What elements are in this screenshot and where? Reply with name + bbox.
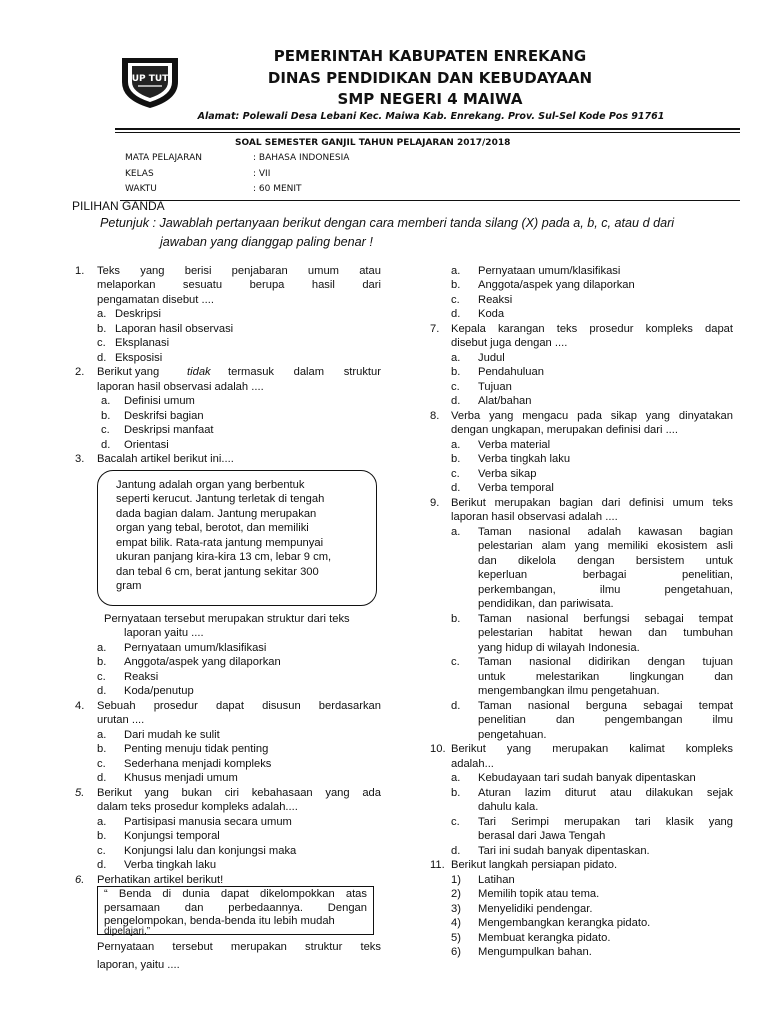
option-text: Reaksi: [478, 294, 513, 306]
question-emphasis: tidak: [187, 366, 211, 378]
step-number: 6): [451, 946, 461, 958]
question-text: termasuk dalam struktur: [228, 366, 381, 378]
article-line: Jantung adalah organ yang berbentuk: [116, 479, 305, 491]
article-line: “ Benda di dunia dapat dikelompokkan atas: [104, 888, 367, 900]
header-address: Alamat: Polewali Desa Lebani Kec. Maiwa Kab. Enrekang. Prov. Sul-Sel Kode Pos 91761: [197, 111, 665, 122]
option-text: dahulu kala.: [478, 801, 539, 813]
step-text: Membuat kerangka pidato.: [478, 932, 611, 944]
question-text: melaporkan sesuatu berupa hasil dari: [97, 279, 381, 291]
step-text: Menyelidiki pendengar.: [478, 903, 593, 915]
option-label: b.: [97, 656, 107, 668]
option-label: d.: [97, 685, 107, 697]
option-label: a.: [97, 308, 107, 320]
option-label: c.: [97, 845, 106, 857]
option-text: Anggota/aspek yang dilaporkan: [124, 656, 281, 668]
option-text: Partisipasi manusia secara umum: [124, 816, 292, 828]
meta-label: KELAS: [125, 169, 154, 179]
option-text: Taman nasional didirikan dengan tujuan: [478, 656, 733, 668]
option-text: pelestarian habitat hewan dan tumbuhan: [478, 627, 733, 639]
step-number: 1): [451, 874, 461, 886]
option-text: Tari Serimpi merupakan tari klasik yang: [478, 816, 733, 828]
option-text: Alat/bahan: [478, 395, 532, 407]
option-text: Laporan hasil observasi: [115, 323, 234, 335]
option-label: a.: [97, 816, 107, 828]
option-text: Deskripsi manfaat: [124, 424, 214, 436]
option-label: a.: [97, 729, 107, 741]
option-label: c.: [101, 424, 110, 436]
question-text: Berikut yang merupakan kalimat kompleks: [451, 743, 733, 755]
option-label: b.: [451, 787, 461, 799]
meta-value: : 60 MENIT: [253, 184, 302, 194]
option-text: Tujuan: [478, 381, 512, 393]
article-line: organ yang tebal, berotot, dan memiliki: [116, 522, 309, 534]
option-label: b.: [451, 613, 461, 625]
option-label: d.: [451, 482, 461, 494]
option-label: b.: [451, 453, 461, 465]
option-text: berasal dari Jawa Tengah: [478, 830, 606, 842]
article-line: empat bilik. Rata-rata jantung mempunyai: [116, 537, 324, 549]
question-text: urutan ....: [97, 714, 145, 726]
question-text: dengan ungkapan, merupakan definisi dari ....: [451, 424, 679, 436]
question-text: Bacalah artikel berikut ini....: [97, 453, 234, 465]
option-label: c.: [451, 816, 460, 828]
option-label: d.: [101, 439, 111, 451]
option-text: Orientasi: [124, 439, 169, 451]
question-text: Verba yang mengacu pada sikap yang dinyatakan: [451, 410, 733, 422]
question-text: Perhatikan artikel berikut!: [97, 874, 224, 886]
article-line: dipelajari.”: [104, 926, 151, 937]
logo-text: UP TUT: [131, 74, 169, 84]
option-text: Pendahuluan: [478, 366, 544, 378]
option-label: a.: [451, 439, 461, 451]
option-label: c.: [451, 468, 460, 480]
question-text: laporan hasil observasi adalah ....: [97, 381, 264, 393]
question-text: pengamatan disebut ....: [97, 294, 214, 306]
option-text: Verba material: [478, 439, 551, 451]
option-text: Koda: [478, 308, 505, 320]
step-number: 4): [451, 917, 461, 929]
question-text: Berikut merupakan bagian dari definisi umum teks: [451, 497, 733, 509]
question-number: 10.: [430, 743, 446, 755]
option-label: d.: [451, 308, 461, 320]
option-text: Konjungsi temporal: [124, 830, 220, 842]
step-number: 3): [451, 903, 461, 915]
option-text: yang hidup di wilayah Indonesia.: [478, 642, 640, 654]
question-text: laporan, yaitu ....: [97, 959, 180, 971]
step-text: Latihan: [478, 874, 515, 886]
option-text: Koda/penutup: [124, 685, 194, 697]
option-text: pengetahuan.: [478, 729, 547, 741]
step-number: 5): [451, 932, 461, 944]
option-text: untuk melestarikan lingkungan dan: [478, 671, 733, 683]
meta-label: MATA PELAJARAN: [125, 153, 202, 163]
option-text: perkembangan, ilmu pengetahuan,: [478, 584, 733, 596]
question-number: 8.: [430, 410, 440, 422]
option-label: b.: [97, 830, 107, 842]
question-text: adalah...: [451, 758, 494, 770]
option-text: Verba tingkah laku: [124, 859, 217, 871]
option-label: d.: [451, 700, 461, 712]
option-text: pelestarian alam yang memiliki ekosistem asli: [478, 540, 733, 552]
instruction-line-2: jawaban yang dianggap paling benar !: [160, 235, 373, 249]
option-label: c.: [451, 294, 460, 306]
question-text: laporan hasil observasi adalah ....: [451, 511, 618, 523]
question-text: Teks yang berisi penjabaran umum atau: [97, 265, 381, 277]
option-label: a.: [97, 642, 107, 654]
option-label: c.: [97, 671, 106, 683]
option-text: pendidikan, dan pariwisata.: [478, 598, 614, 610]
question-text: Berikut yang bukan ciri kebahasaan yang ada: [97, 787, 381, 799]
question-text: Sebuah prosedur dapat disusun berdasarkan: [97, 700, 381, 712]
header-line-3: SMP NEGERI 4 MAIWA: [337, 90, 523, 108]
header-line-1: PEMERINTAH KABUPATEN ENREKANG: [273, 47, 587, 65]
question-number: 11.: [430, 859, 445, 871]
meta-label: WAKTU: [125, 184, 157, 194]
question-text: Pernyataan tersebut merupakan struktur teks: [97, 941, 381, 953]
article-line: seperti kerucut. Jantung terletak di tengah: [116, 493, 325, 505]
article-line: ukuran panjang kira-kira 13 cm, lebar 9 cm,: [116, 551, 332, 563]
question-number: 6.: [75, 874, 85, 886]
header-line-2: DINAS PENDIDIKAN DAN KEBUDAYAAN: [267, 69, 593, 87]
option-label: d.: [97, 352, 107, 364]
article-line: pengelompokan, benda-benda itu lebih mudah: [104, 915, 335, 927]
option-label: d.: [97, 772, 107, 784]
option-text: mengembangkan ilmu pengetahuan.: [478, 685, 660, 697]
meta-value: : BAHASA INDONESIA: [253, 153, 350, 163]
step-text: Mengumpulkan bahan.: [478, 946, 592, 958]
question-number: 5.: [75, 787, 85, 799]
option-text: Kebudayaan tari sudah banyak dipentaskan: [478, 772, 696, 784]
option-text: Tari ini sudah banyak dipentaskan.: [478, 845, 650, 857]
option-text: Verba tingkah laku: [478, 453, 571, 465]
option-text: Deskrifsi bagian: [124, 410, 204, 422]
option-text: dan dikelola dengan bersistem untuk: [478, 555, 733, 567]
article-line: dan tebal 6 cm, berat jantung sekitar 300: [116, 566, 319, 578]
option-text: Anggota/aspek yang dilaporkan: [478, 279, 635, 291]
question-text: disebut juga dengan ....: [451, 337, 568, 349]
option-label: b.: [97, 323, 107, 335]
option-label: a.: [451, 265, 461, 277]
instruction-line-1: Petunjuk : Jawablah pertanyaan berikut dengan cara memberi tanda silang (X) pada a, b, c, atau d dari: [100, 216, 675, 230]
option-text: Konjungsi lalu dan konjungsi maka: [124, 845, 297, 857]
question-text: Berikut langkah persiapan pidato.: [451, 859, 618, 871]
option-text: Dari mudah ke sulit: [124, 729, 220, 741]
option-label: b.: [101, 410, 111, 422]
option-text: Deskripsi: [115, 308, 162, 320]
option-text: Reaksi: [124, 671, 159, 683]
option-text: Khusus menjadi umum: [124, 772, 238, 784]
option-label: c.: [451, 381, 460, 393]
option-text: Eksposisi: [115, 352, 163, 364]
option-text: Taman nasional berguna sebagai tempat: [478, 700, 733, 712]
exam-title: SOAL SEMESTER GANJIL TAHUN PELAJARAN 2017/2018: [235, 138, 511, 148]
article-line: persamaan dan perbedaannya. Dengan: [104, 902, 367, 914]
option-text: Sederhana menjadi kompleks: [124, 758, 272, 770]
option-label: a.: [101, 395, 111, 407]
option-text: Penting menuju tidak penting: [124, 743, 269, 755]
question-number: 9.: [430, 497, 440, 509]
option-text: penelitian dan pengembangan ilmu: [478, 714, 733, 726]
meta-value: : VII: [253, 169, 271, 179]
question-text: Kepala karangan teks prosedur kompleks dapat: [451, 323, 733, 335]
question-number: 2.: [75, 366, 85, 378]
option-text: Judul: [478, 352, 505, 364]
question-number: 7.: [430, 323, 440, 335]
option-label: c.: [451, 656, 460, 668]
option-text: Eksplanasi: [115, 337, 170, 349]
option-text: Definisi umum: [124, 395, 195, 407]
option-label: b.: [451, 366, 461, 378]
section-title: PILIHAN GANDA: [72, 199, 165, 213]
option-text: Verba sikap: [478, 468, 537, 480]
question-number: 1.: [75, 265, 85, 277]
step-text: Memilih topik atau tema.: [478, 888, 600, 900]
option-text: Pernyataan umum/klasifikasi: [478, 265, 621, 277]
option-label: a.: [451, 772, 461, 784]
option-label: c.: [97, 758, 106, 770]
option-label: b.: [97, 743, 107, 755]
option-label: d.: [97, 859, 107, 871]
step-text: Mengembangkan kerangka pidato.: [478, 917, 651, 929]
option-text: Pernyataan umum/klasifikasi: [124, 642, 267, 654]
question-text: dalam teks prosedur kompleks adalah....: [97, 801, 298, 813]
step-number: 2): [451, 888, 461, 900]
option-text: Aturan lazim diturut atau dilakukan sejak: [478, 787, 733, 799]
question-number: 3.: [75, 453, 85, 465]
question-text: Berikut yang: [97, 366, 160, 378]
option-label: a.: [451, 526, 461, 538]
option-label: b.: [451, 279, 461, 291]
option-text: Taman nasional berfungsi sebagai tempat: [478, 613, 733, 625]
option-label: d.: [451, 845, 461, 857]
option-text: keperluan berbagai penelitian,: [478, 569, 733, 581]
option-text: Verba temporal: [478, 482, 554, 494]
option-text: Taman nasional adalah kawasan bagian: [478, 526, 733, 538]
article-line: dada bagian dalam. Jantung merupakan: [116, 508, 317, 520]
option-label: d.: [451, 395, 461, 407]
question-number: 4.: [75, 700, 85, 712]
article-line: gram: [116, 580, 142, 592]
option-label: a.: [451, 352, 461, 364]
option-label: c.: [97, 337, 106, 349]
question-text: laporan yaitu ....: [124, 627, 204, 639]
question-text: Pernyataan tersebut merupakan struktur dari teks: [104, 613, 350, 625]
